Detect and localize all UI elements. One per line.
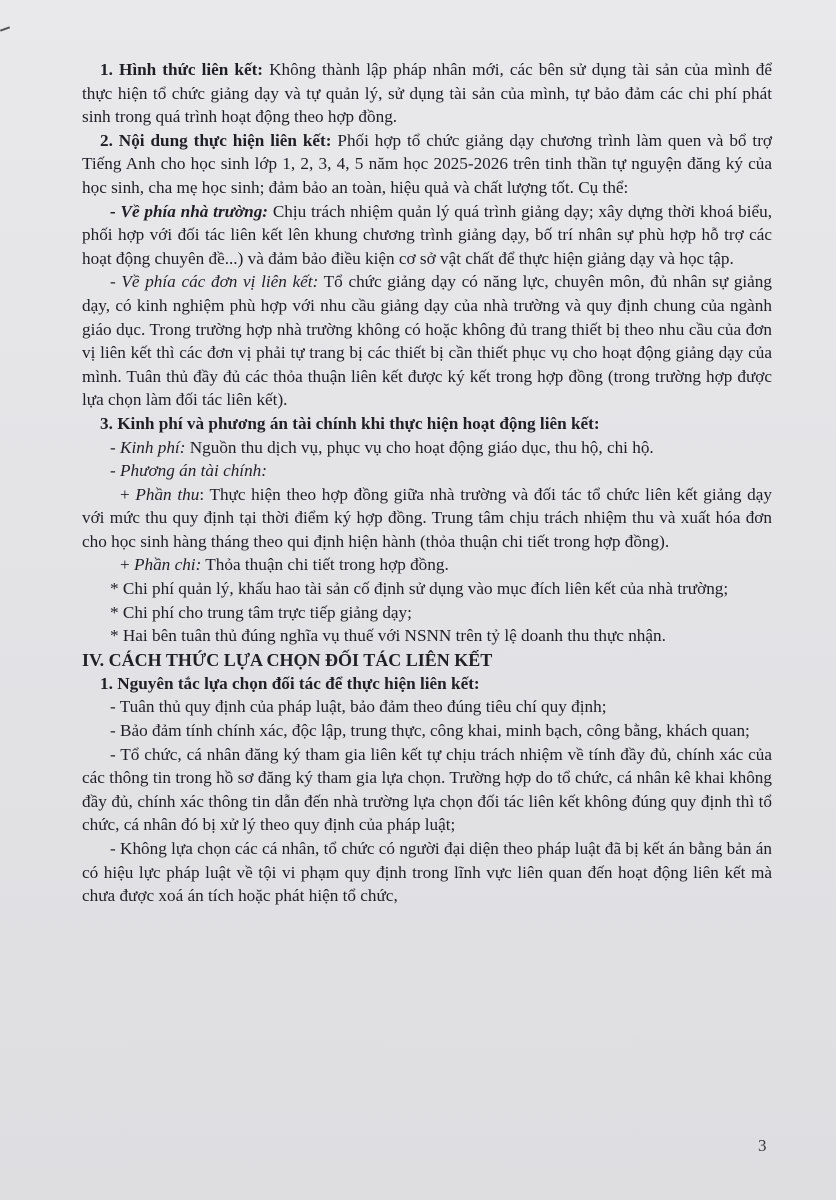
paragraph-expense: + Phần chi: Thỏa thuận chi tiết trong hợp đồng.: [120, 555, 449, 575]
paragraph-teaching-cost: * Chi phí cho trung tâm trực tiếp giảng dạy;: [110, 602, 412, 622]
heading-form-of-association: 1. Hình thức liên kết:: [100, 60, 264, 79]
paragraph-revenue: + Phần thu: Thực hiện theo hợp đồng giữa nhà trường và đối tác tổ chức liên kết giảng dạy với mức thu quy định tại thời điểm ký hợp đồng. Trung tâm chịu trách nhiệm thu và xuất hóa đơn cho học sinh hàng tháng theo qui định hiện hành (thỏa thuận chi tiết trong hợp đồng).: [82, 484, 772, 551]
label-financial-plan: - Phương án tài chính:: [110, 461, 267, 481]
heading-funding: 3. Kinh phí và phương án tài chính khi thực hiện hoạt động liên kết:: [100, 413, 600, 433]
section-title-partner-selection: IV. CÁCH THỨC LỰA CHỌN ĐỐI TÁC LIÊN KẾT: [82, 649, 493, 670]
label-funding: - Kinh phí:: [110, 437, 186, 457]
paragraph-principle-accuracy: - Bảo đảm tính chính xác, độc lập, trung thực, công khai, minh bạch, công bằng, khách quan;: [110, 721, 750, 741]
paragraph-association-content: 2. Nội dung thực hiện liên kết: Phối hợp tổ chức giảng dạy chương trình làm quen và bổ trợ Tiếng Anh cho học sinh lớp 1, 2, 3, 4, 5 năm học 2025-2026 trên tinh thần tự nguyện đăng ký của học sinh, cha mẹ học sinh; đảm bảo an toàn, hiệu quả và chất lượng tốt. Cụ thể:: [82, 130, 773, 197]
paragraph-management-cost: * Chi phí quản lý, khấu hao tài sản cố định sử dụng vào mục đích liên kết của nhà trường;: [110, 579, 729, 599]
label-expense: Phần chi:: [134, 555, 202, 575]
paragraph-financial-plan: [82, 459, 772, 483]
heading-selection-principles: 1. Nguyên tắc lựa chọn đối tác để thực hiện liên kết:: [100, 673, 480, 693]
heading-association-content: 2. Nội dung thực hiện liên kết:: [100, 130, 332, 150]
paragraph-funding-heading: [82, 412, 772, 436]
paragraph-principle-law: - Tuân thủ quy định của pháp luật, bảo đảm theo đúng tiêu chí quy định;: [110, 697, 607, 717]
paragraph-funding: - Kinh phí: Nguồn thu dịch vụ, phục vụ cho hoạt động giáo dục, thu hộ, chi hộ.: [110, 437, 654, 457]
paragraph-principle-responsibility: - Tổ chức, cá nhân đăng ký tham gia liên kết tự chịu trách nhiệm về tính đầy đủ, chính xác của các thông tin trong hồ sơ đăng ký tham gia lựa chọn. Trường hợp do tổ chức, cá nhân kê khai không đầy đủ, chính xác thông tin dẫn đến nhà trường lựa chọn đối tác liên kết không đúng quy định thì tổ chức, cá nhân đó bị xử lý theo quy định của pháp luật;: [82, 744, 772, 835]
paragraph-school-side: - Về phía nhà trường: Chịu trách nhiệm quản lý quá trình giảng dạy; xây dựng thời khoá biểu, phối hợp với đối tác liên kết lên khung chương trình giảng dạy, bố trí nhân sự phù hợp hỗ trợ các hoạt động chuyên đề...) và đảm bảo điều kiện cơ sở vật chất để thực hiện giảng dạy và học tập.: [82, 201, 772, 268]
document-body: [82, 58, 772, 908]
page-number: 3: [758, 1136, 767, 1155]
label-partner-side: - Về phía các đơn vị liên kết:: [110, 272, 319, 292]
scan-mark: [0, 26, 10, 31]
label-school-side: - Về phía nhà trường:: [110, 201, 269, 221]
label-revenue: Phần thu: [135, 484, 200, 504]
paragraph-partner-side: - Về phía các đơn vị liên kết: Tổ chức giảng dạy có năng lực, chuyên môn, đủ nhân sự giảng dạy, có kinh nghiệm phù hợp với nhu cầu giảng dạy của nhà trường và quy định chung của ngành giáo dục. Trong trường hợp nhà trường không có hoặc không đủ trang thiết bị theo nhu cầu của đơn vị liên kết thì các đơn vị phải tự trang bị các thiết bị cần thiết phục vụ cho hoạt động giảng dạy của mình. Tuân thủ đầy đủ các thỏa thuận liên kết được ký kết trong hợp đồng (trong trường hợp được lựa chọn làm đối tác liên kết).: [82, 272, 772, 410]
paragraph-principle-exclusion: - Không lựa chọn các cá nhân, tổ chức có người đại diện theo pháp luật đã bị kết án bằng bản án có hiệu lực pháp luật về tội vi phạm quy định trong lĩnh vực liên quan đến hoạt động liên kết mà chưa được xoá án tích hoặc phát hiện tổ chức,: [82, 839, 772, 906]
paragraph-tax: * Hai bên tuân thủ đúng nghĩa vụ thuế với NSNN trên tỷ lệ doanh thu thực nhận.: [110, 626, 666, 646]
paragraph-selection-principles: [82, 672, 772, 696]
paragraph-form-of-association: 1. Hình thức liên kết: Không thành lập pháp nhân mới, các bên sử dụng tài sản của mình để thực hiện tổ chức giảng dạy và tự quản lý, sử dụng tài sản của mình, tự bảo đảm các chi phí phát sinh trong quá trình hoạt động theo hợp đồng.: [82, 60, 772, 127]
